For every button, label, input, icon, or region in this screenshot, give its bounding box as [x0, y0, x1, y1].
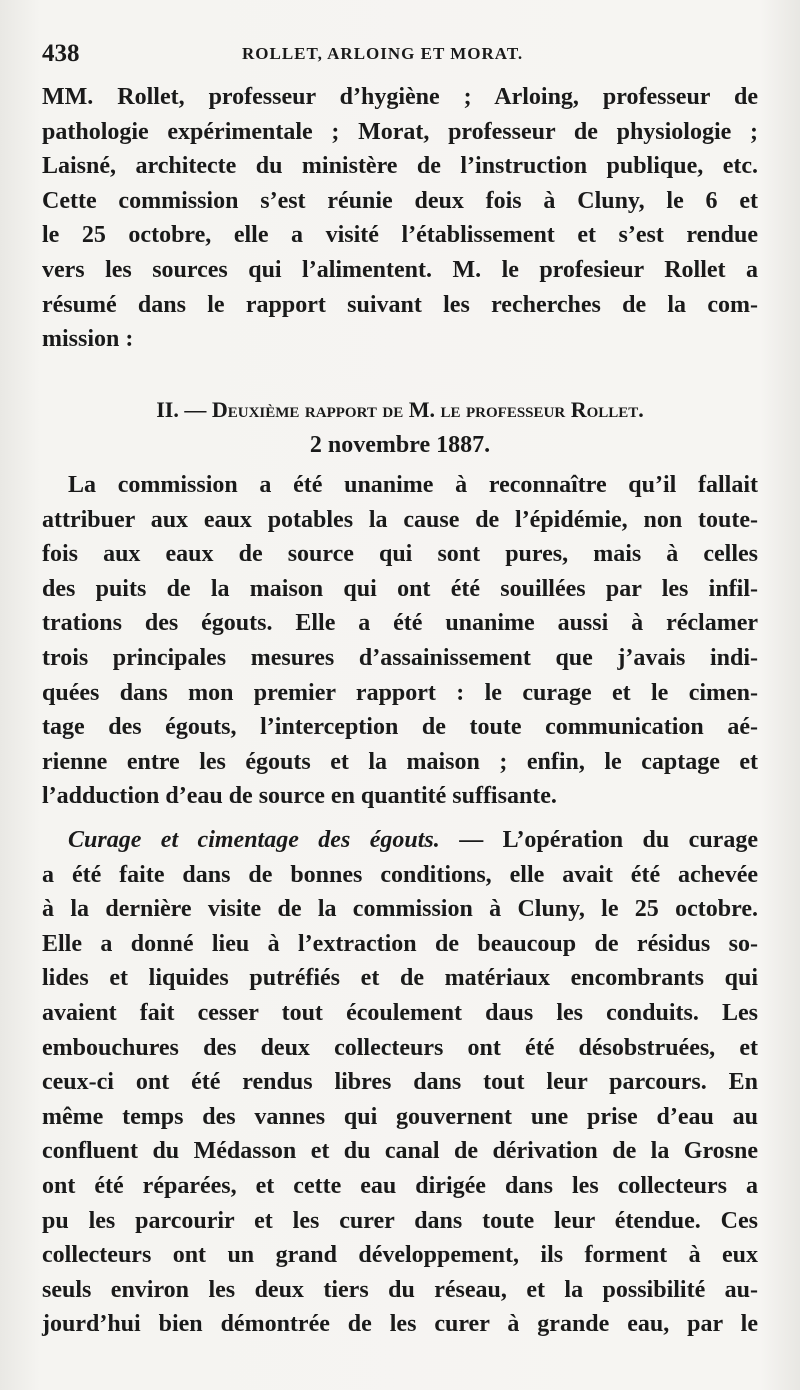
text-line: Laisné, architecte du ministère de l’instruction publique, etc. [42, 153, 758, 180]
section-title-part: M. [408, 397, 435, 422]
text-line: mission : [42, 326, 134, 353]
text-line: le 25 octobre, elle a visité l’établissement et s’est rendue [42, 222, 758, 249]
text-line: fois aux eaux de source qui sont pures, mais à celles [42, 541, 758, 568]
section-title-part: Rollet. [570, 397, 644, 422]
text-line: vers les sources qui l’alimentent. M. le profesieur Rollet a [42, 256, 758, 283]
text-line: avaient fait cesser tout écoulement daus les conduits. Les [42, 999, 758, 1026]
text-line: a été faite dans de bonnes conditions, elle avait été achevée [42, 861, 758, 888]
section-date: 2 novembre 1887. [309, 432, 491, 458]
text-line: même temps des vannes qui gouvernent une prise d’eau au [42, 1103, 758, 1130]
running-head: ROLLET, ARLOING ET MORAT. [242, 44, 524, 63]
text-line: embouchures des deux collecteurs ont été désobstruées, et [42, 1034, 758, 1061]
text-line: l’adduction d’eau de source en quantité suffisante. [42, 783, 557, 810]
text-line: à la dernière visite de la commission à Cluny, le 25 octobre. [42, 896, 758, 923]
text-line: Cette commission s’est réunie deux fois à Cluny, le 6 et [42, 187, 758, 214]
text-line: trois principales mesures d’assainissement que j’avais indi- [42, 644, 758, 671]
text-line: des puits de la maison qui ont été souillées par les infil- [42, 575, 758, 602]
page-header [42, 36, 762, 72]
section-title-part: Deuxième rapport de [211, 397, 404, 422]
text-line: Elle a donné lieu à l’extraction de beaucoup de résidus so- [42, 930, 758, 957]
text-line: résumé dans le rapport suivant les recherches de la com- [42, 291, 758, 318]
text-line: ceux-ci ont été rendus libres dans tout leur parcours. En [42, 1069, 758, 1096]
text-line: MM. Rollet, professeur d’hygiène ; Arloing, professeur de [42, 84, 758, 110]
italic-lead: Curage et cimentage des égouts. [68, 827, 440, 853]
section-number: II. — [156, 397, 207, 422]
text-line: seuls environ les deux tiers du réseau, et la possibilité au- [42, 1276, 758, 1303]
paragraph-commission-findings [42, 468, 758, 814]
text-line: rienne entre les égouts et la maison ; enfin, le captage et [42, 748, 758, 775]
text-line: pathologie expérimentale ; Morat, professeur de physiologie ; [42, 118, 758, 145]
page-number: 438 [42, 40, 80, 67]
text-line: tage des égouts, l’interception de toute communication aé- [42, 714, 758, 741]
text-line: jourd’hui bien démontrée de les curer à grande eau, par le [42, 1311, 758, 1338]
text-line: ont été réparées, et cette eau dirigée dans les collecteurs a [42, 1172, 758, 1199]
text-line: lides et liquides putréfiés et de matériaux encombrants qui [42, 965, 758, 992]
text-line: quées dans mon premier rapport : le curage et le cimen- [42, 679, 758, 706]
paragraph-sewer-cleaning [42, 823, 758, 1342]
text-line: La commission a été unanime à reconnaître qu’il fallait [68, 472, 758, 498]
text-line [42, 823, 758, 858]
paragraph-commission-members [42, 80, 758, 357]
text-line: attribuer aux eaux potables la cause de l’épidémie, non toute- [42, 506, 758, 533]
section-heading [42, 393, 758, 427]
text-line: pu les parcourir et les curer dans toute leur étendue. Ces [42, 1207, 758, 1234]
text-line: collecteurs ont un grand développement, ils forment à eux [42, 1242, 758, 1269]
section-title-part: le professeur [440, 397, 566, 422]
text-line: confluent du Médasson et du canal de dérivation de la Grosne [42, 1138, 758, 1165]
text-line-rest: — L’opération du curage [439, 827, 758, 853]
text-line: trations des égouts. Elle a été unanime aussi à réclamer [42, 610, 758, 637]
